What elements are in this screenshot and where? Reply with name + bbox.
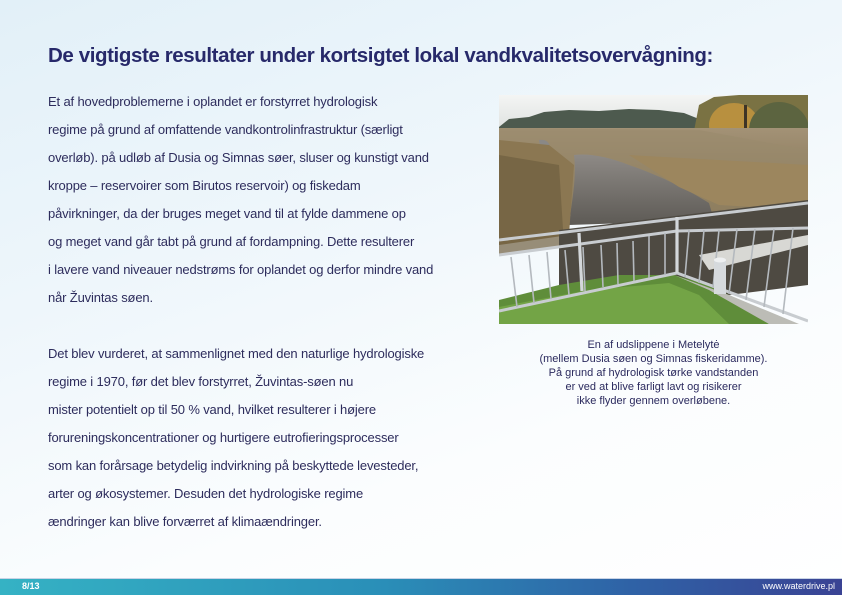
photo-illustration: [499, 95, 808, 324]
caption-line: ikke flyder gennem overløbene.: [576, 395, 731, 407]
page-title: De vigtigste resultater under kortsigtet lokal vandkvalitetsovervågning:: [48, 44, 713, 67]
text-line: regime i 1970, før det blev forstyrret, Žuvintas-søen nu: [48, 374, 354, 389]
text-line: i lavere vand niveauer nedstrøms for oplandet og derfor mindre vand: [48, 262, 434, 277]
caption-line: er ved at blive farligt lavt og risikerer: [565, 381, 742, 393]
text-line: Et af hovedproblemerne i oplandet er forstyrret hydrologisk: [48, 94, 378, 109]
caption-line: (mellem Dusia søen og Simnas fiskeridamme).: [539, 353, 768, 365]
paragraph-hydrological-problems: [48, 88, 488, 312]
text-line: arter og økosystemer. Desuden det hydrologiske regime: [48, 486, 364, 501]
page-number: 8/13: [22, 581, 40, 591]
text-line: påvirkninger, da der bruges meget vand til at fylde dammene op: [48, 206, 406, 221]
text-line: som kan forårsage betydelig indvirkning på beskyttede levesteder,: [48, 458, 419, 473]
text-line: overløb). på udløb af Dusia og Simnas søer, sluser og kunstigt vand: [48, 150, 429, 165]
text-line: regime på grund af omfattende vandkontrolinfrastruktur (særligt: [48, 122, 403, 137]
text-line: forureningskoncentrationer og hurtigere eutrofieringsprocesser: [48, 430, 399, 445]
website-link[interactable]: www.waterdrive.pl: [762, 581, 835, 591]
paragraph-water-loss-assessment: [48, 340, 488, 536]
footer-bar: [0, 578, 842, 595]
text-line: Det blev vurderet, at sammenlignet med den naturlige hydrologiske: [48, 346, 425, 361]
text-line: ændringer kan blive forværret af klimaændringer.: [48, 514, 322, 529]
text-line: og meget vand går tabt på grund af fordampning. Dette resulterer: [48, 234, 415, 249]
photo-caption: [499, 338, 808, 408]
outlet-photo: [499, 95, 808, 324]
text-line: når Žuvintas søen.: [48, 290, 153, 305]
caption-line: En af udslippene i Metelytė: [587, 339, 720, 351]
caption-line: På grund af hydrologisk tørke vandstanden: [548, 367, 759, 379]
text-line: kroppe – reservoirer som Birutos reservoir) og fiskedam: [48, 178, 361, 193]
text-line: mister potentielt op til 50 % vand, hvilket resulterer i højere: [48, 402, 376, 417]
